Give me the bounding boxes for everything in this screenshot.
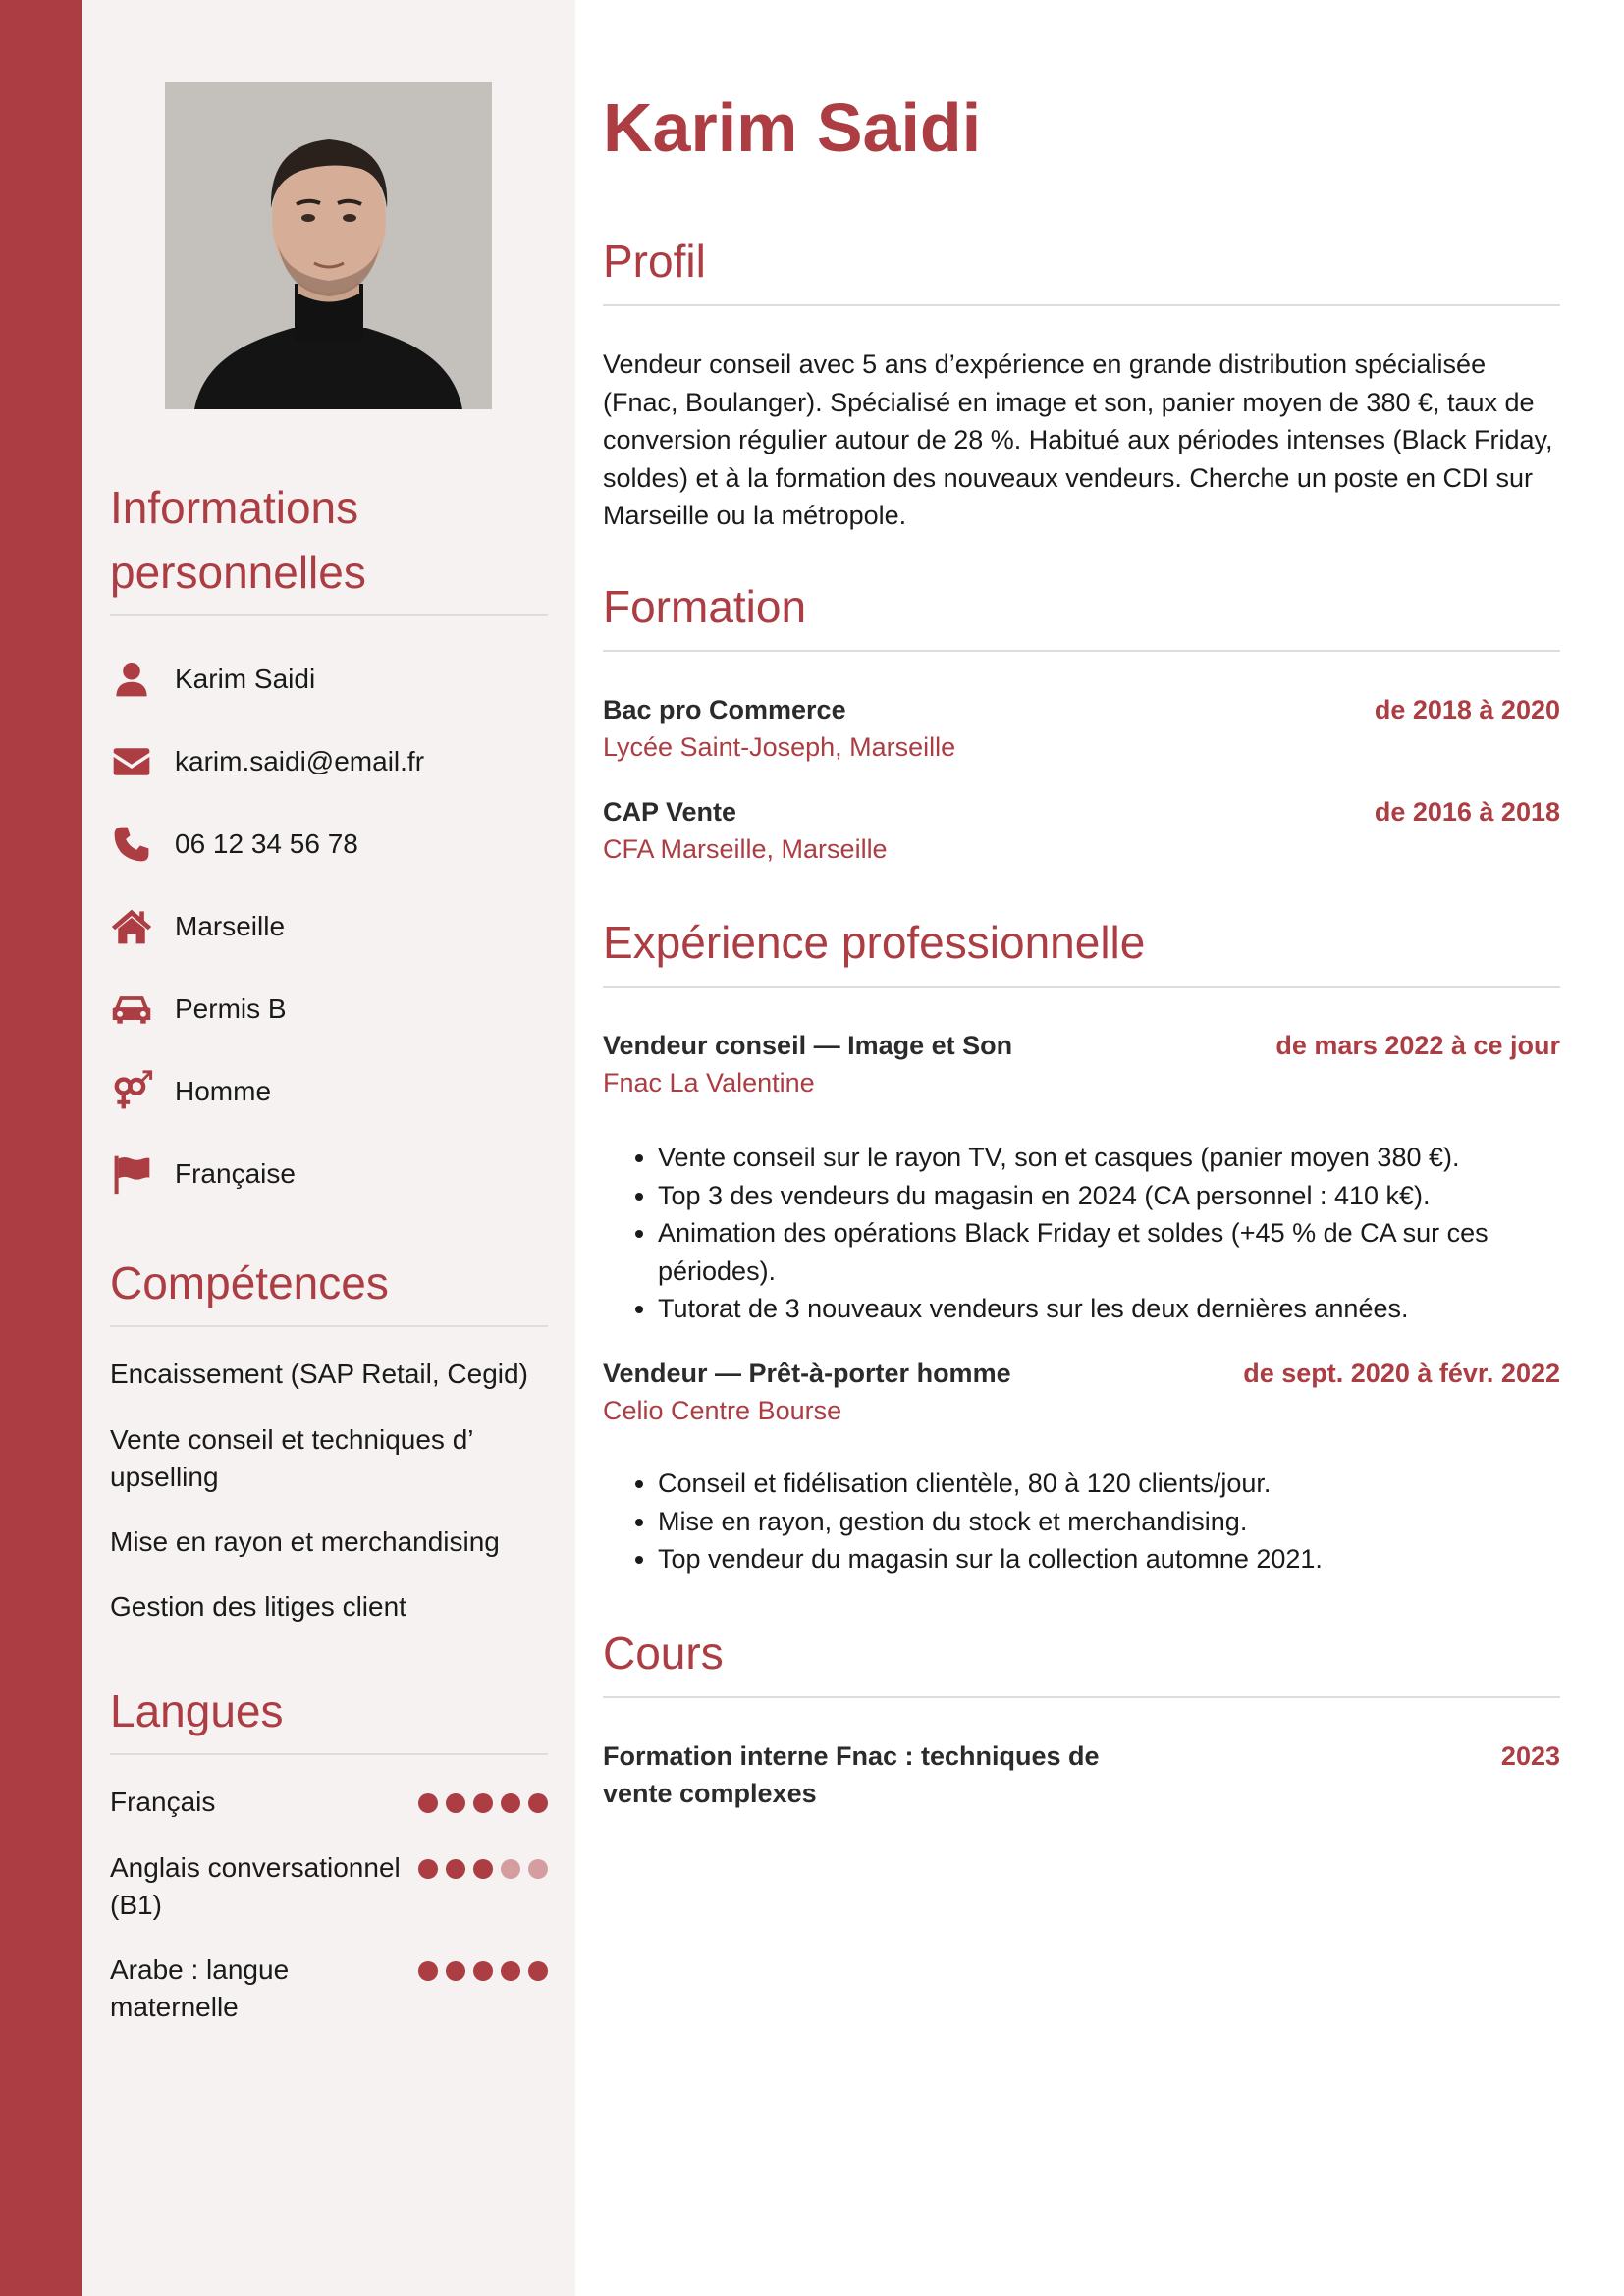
education-school: CFA Marseille, Marseille (603, 834, 888, 864)
info-gender-text: Homme (175, 1076, 272, 1106)
skill-item: Vente conseil et techniques d’ upselling (110, 1424, 473, 1492)
job-dates: de mars 2022 à ce jour (1275, 1031, 1560, 1060)
experience-section-divider (603, 986, 1560, 988)
info-row-name (110, 656, 548, 703)
language-level-dots (418, 1849, 548, 1924)
gender-icon (110, 1070, 153, 1113)
info-row-city (110, 903, 548, 950)
level-dot (418, 1793, 438, 1813)
level-dot (473, 1961, 493, 1981)
info-phone-text: 06 12 34 56 78 (175, 828, 358, 859)
courses-section-title: Cours (603, 1628, 724, 1679)
education-entry-header (603, 691, 1560, 728)
accent-bar (0, 0, 82, 2296)
level-dot (473, 1793, 493, 1813)
level-dot (501, 1961, 520, 1981)
person-icon (110, 658, 153, 701)
education-degree: CAP Vente (603, 797, 737, 827)
home-icon (110, 905, 153, 948)
job-bullet: • Vente conseil sur le rayon TV, son et casques (panier moyen 380 €). (658, 1139, 1560, 1177)
language-level-dots (418, 1784, 548, 1821)
profile-section-divider (603, 304, 1560, 306)
language-level-dots (418, 1951, 548, 2026)
language-row (110, 1951, 548, 2026)
job-bullet: • Tutorat de 3 nouveaux vendeurs sur les deux dernières années. (658, 1290, 1560, 1328)
info-row-phone (110, 821, 548, 868)
info-row-gender (110, 1068, 548, 1115)
language-row (110, 1784, 548, 1821)
skills-section-divider (110, 1325, 548, 1327)
sidebar (82, 0, 575, 2296)
profile-section-title: Profil (603, 236, 706, 287)
info-row-nationality (110, 1150, 548, 1198)
info-section-title: Informations personnelles (110, 482, 366, 598)
level-dot (418, 1961, 438, 1981)
job-title: Vendeur conseil — Image et Son (603, 1031, 1013, 1060)
level-dot (446, 1793, 465, 1813)
info-license-text: Permis B (175, 993, 287, 1024)
job-company: Celio Centre Bourse (603, 1396, 842, 1425)
education-entry-header (603, 793, 1560, 830)
language-name: Anglais conversationnel (B1) (110, 1852, 401, 1920)
courses-section-divider (603, 1696, 1560, 1698)
education-dates: de 2018 à 2020 (1374, 695, 1560, 724)
education-dates: de 2016 à 2018 (1374, 797, 1560, 827)
job-bullet: • Top 3 des vendeurs du magasin en 2024 (CA personnel : 410 k€). (658, 1177, 1560, 1215)
envelope-icon (110, 740, 153, 783)
education-degree: Bac pro Commerce (603, 695, 846, 724)
job-bullets (603, 1139, 1560, 1328)
skills-section-title: Compétences (110, 1257, 389, 1308)
job-entry-header (603, 1027, 1560, 1064)
info-email-text: karim.saidi@email.fr (175, 746, 425, 776)
job-title: Vendeur — Prêt-à-porter homme (603, 1359, 1011, 1388)
languages-section-title: Langues (110, 1685, 284, 1736)
experience-section-title: Expérience professionnelle (603, 917, 1146, 968)
job-bullet: • Mise en rayon, gestion du stock et merchandising. (658, 1503, 1560, 1541)
info-row-email (110, 738, 548, 785)
languages-section-divider (110, 1753, 548, 1755)
candidate-name: Karim Saidi (603, 89, 982, 166)
info-city-text: Marseille (175, 911, 286, 941)
level-dot (501, 1859, 520, 1879)
info-name-text: Karim Saidi (175, 664, 316, 694)
education-school: Lycée Saint-Joseph, Marseille (603, 732, 956, 762)
info-row-license (110, 986, 548, 1033)
level-dot (446, 1961, 465, 1981)
level-dot (528, 1961, 548, 1981)
language-row (110, 1849, 548, 1924)
level-dot (501, 1793, 520, 1813)
language-name: Arabe : langue maternelle (110, 1954, 290, 2022)
flag-icon (110, 1152, 153, 1196)
info-section-divider (110, 614, 548, 616)
job-bullets (603, 1465, 1560, 1578)
car-icon (110, 988, 153, 1031)
job-entry-header (603, 1355, 1560, 1392)
profile-photo (165, 82, 492, 409)
job-bullet: • Top vendeur du magasin sur la collection automne 2021. (658, 1540, 1560, 1578)
job-company: Fnac La Valentine (603, 1068, 815, 1097)
course-date: 2023 (1500, 1741, 1560, 1771)
level-dot (528, 1793, 548, 1813)
skill-item: Mise en rayon et merchandising (110, 1526, 500, 1557)
course-entry-header (603, 1737, 1560, 1812)
phone-icon (110, 823, 153, 866)
profile-summary: Vendeur conseil avec 5 ans d’expérience en grande distribution spécialisée (Fnac, Boulanger). Spécialisé en image et son, panier moyen de 380 €, taux de conversion régulier autour de 28 %. Habitué aux périodes intenses (Black Friday, soldes) et à la formation des nouveaux vendeurs. Cherche un poste en CDI sur Marseille ou la métropole. (603, 349, 1553, 530)
education-section-title: Formation (603, 581, 807, 632)
job-bullet: • Animation des opérations Black Friday et soldes (+45 % de CA sur ces périodes). (658, 1214, 1560, 1290)
info-nationality-text: Française (175, 1158, 296, 1189)
level-dot (446, 1859, 465, 1879)
job-dates: de sept. 2020 à févr. 2022 (1243, 1359, 1560, 1388)
education-section-divider (603, 650, 1560, 652)
skill-item: Gestion des litiges client (110, 1591, 406, 1622)
language-name: Français (110, 1787, 216, 1817)
course-title: Formation interne Fnac : techniques de vente complexes (603, 1741, 1100, 1808)
skill-item: Encaissement (SAP Retail, Cegid) (110, 1359, 528, 1389)
level-dot (418, 1859, 438, 1879)
level-dot (528, 1859, 548, 1879)
job-bullet: • Conseil et fidélisation clientèle, 80 à 120 clients/jour. (658, 1465, 1560, 1503)
level-dot (473, 1859, 493, 1879)
